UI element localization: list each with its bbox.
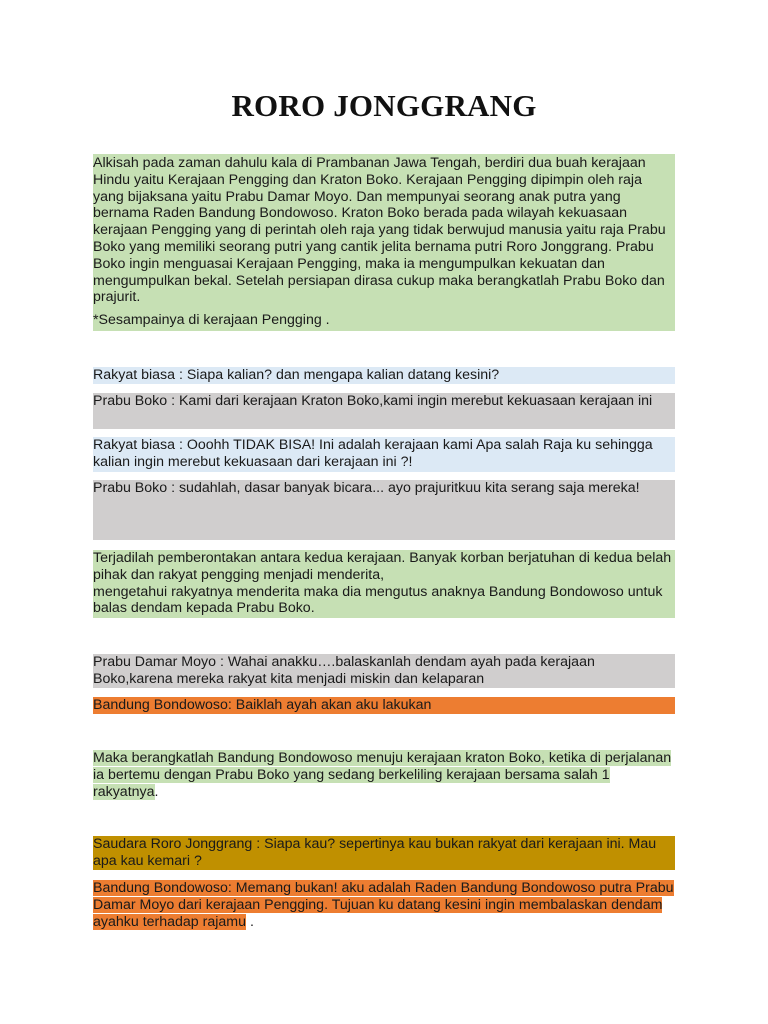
dialog-prabu-damar-moyo: [93, 654, 675, 688]
dialog-prabu-damar-moyo-text: Prabu Damar Moyo : Wahai anakku….balaskanlah dendam ayah pada kerajaan Boko,karena mereka rakyat kita menjadi miskin dan kelaparan: [93, 654, 595, 687]
narration-2-tail: .: [154, 783, 159, 800]
dialog-bandung-2-paragraph: [93, 880, 675, 930]
dialog-rakyat-1: [93, 367, 675, 384]
dialog-bandung-2-tail: .: [246, 913, 254, 930]
dialog-rakyat-2: [93, 437, 675, 472]
intro-block: [93, 154, 675, 331]
narration-2-text: Maka berangkatlah Bandung Bondowoso menuju kerajaan kraton Boko, ketika di perjalanan ia bertemu dengan Prabu Boko yang sedang berkeliling kerajaan bersama salah 1 rakyatnya: [93, 750, 672, 800]
dialog-prabu-boko-2-text: Prabu Boko : sudahlah, dasar banyak bicara... ayo prajuritkuu kita serang saja mereka!: [93, 480, 640, 496]
narration-2-paragraph: [93, 750, 675, 800]
dialog-bandung-2-text: Bandung Bondowoso: Memang bukan! aku adalah Raden Bandung Bondowoso putra Prabu Damar Moyo dari kerajaan Pengging. Tujuan ku datang kesini ingin membalaskan dendam ayahku terhadap rajamu: [93, 880, 674, 930]
dialog-prabu-boko-2: [93, 480, 675, 540]
narration-block-2: [93, 750, 675, 800]
dialog-bandung-1-text: Bandung Bondowoso: Baiklah ayah akan aku lakukan: [93, 697, 432, 713]
intro-note: *Sesampainya di kerajaan Pengging .: [93, 312, 330, 329]
dialog-bandung-2: [93, 880, 675, 930]
dialog-bandung-1: [93, 697, 675, 714]
dialog-prabu-boko-1-text: Prabu Boko : Kami dari kerajaan Kraton Boko,kami ingin merebut kekuasaan kerajaan ini: [93, 393, 653, 409]
dialog-saudara-roro-jonggrang-text: Saudara Roro Jonggrang : Siapa kau? sepertinya kau bukan rakyat dari kerajaan ini. Mau apa kau kemari ?: [93, 836, 657, 869]
dialog-prabu-boko-1: [93, 393, 675, 429]
narration-1-part-1: Terjadilah pemberontakan antara kedua kerajaan. Banyak korban berjatuhan di kedua belah pihak dan rakyat pengging menjadi menderita,: [93, 550, 672, 583]
dialog-rakyat-1-text: Rakyat biasa : Siapa kalian? dan mengapa kalian datang kesini?: [93, 367, 500, 383]
page-title: RORO JONGGRANG: [231, 88, 537, 123]
dialog-rakyat-2-text: Rakyat biasa : Ooohh TIDAK BISA! Ini adalah kerajaan kami Apa salah Raja ku sehingga kalian ingin merebut kekuasaan dari kerajaan ini ?!: [93, 437, 653, 470]
narration-block-1: [93, 550, 675, 618]
narration-1-part-2: mengetahui rakyatnya menderita maka dia mengutus anaknya Bandung Bondowoso untuk balas dendam kepada Prabu Boko.: [93, 583, 663, 617]
intro-paragraph: Alkisah pada zaman dahulu kala di Prambanan Jawa Tengah, berdiri dua buah kerajaan Hindu yaitu Kerajaan Pengging dan Kraton Boko. Kerajaan Pengging dipimpin oleh raja yang bijaksana yaitu Prabu Damar Moyo. Dan mempunyai seorang anak putra yang bernama Raden Bandung Bondowoso. Kraton Boko berada pada wilayah kekuasaan kerajaan Pengging yang di perintah oleh raja yang tidak berwujud manusia yaitu raja Prabu Boko yang memiliki seorang putri yang cantik jelita bernama putri Roro Jonggrang. Prabu Boko ingin menguasai Kerajaan Pengging, maka ia mengumpulkan kekuatan dan mengumpulkan bekal. Setelah persiapan dirasa cukup maka berangkatlah Prabu Boko dan prajurit.: [93, 155, 666, 306]
dialog-saudara-roro-jonggrang: [93, 836, 675, 870]
